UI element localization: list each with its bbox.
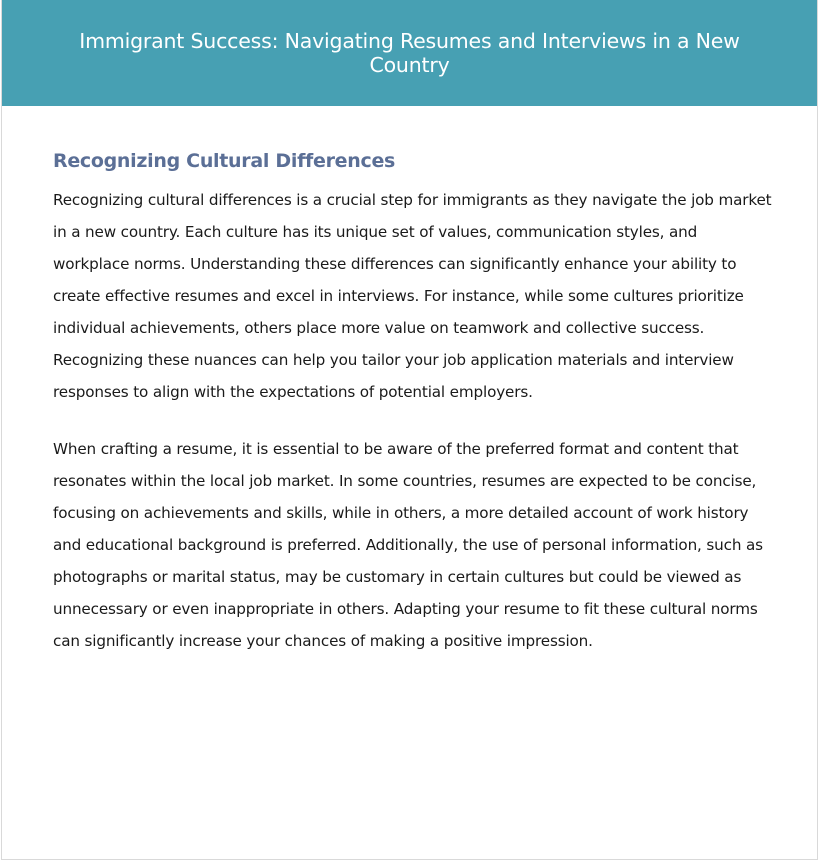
- document-body: [53, 146, 773, 682]
- document-title: Immigrant Success: Navigating Resumes and Interviews in a New Country: [79, 29, 740, 77]
- document-page: [1, 0, 818, 860]
- body-paragraph: When crafting a resume, it is essential to be aware of the preferred format and content that resonates within the local job market. In some countries, resumes are expected to be concise, focusing on achievements and skills, while in others, a more detailed account of work history and educational background is preferred. Additionally, the use of personal information, such as photographs or marital status, may be customary in certain cultures but could be viewed as unnecessary or even inappropriate in others. Adapting your resume to fit these cultural norms can significantly increase your chances of making a positive impression.: [53, 440, 763, 650]
- document-header: [2, 0, 817, 106]
- section-heading: Recognizing Cultural Differences: [53, 150, 396, 172]
- body-paragraph: Recognizing cultural differences is a crucial step for immigrants as they navigate the job market in a new country. Each culture has its unique set of values, communication styles, and workplace norms. Understanding these differences can significantly enhance your ability to create effective resumes and excel in interviews. For instance, while some cultures prioritize individual achievements, others place more value on teamwork and collective success. Recognizing these nuances can help you tailor your job application materials and interview responses to align with the expectations of potential employers.: [53, 191, 772, 401]
